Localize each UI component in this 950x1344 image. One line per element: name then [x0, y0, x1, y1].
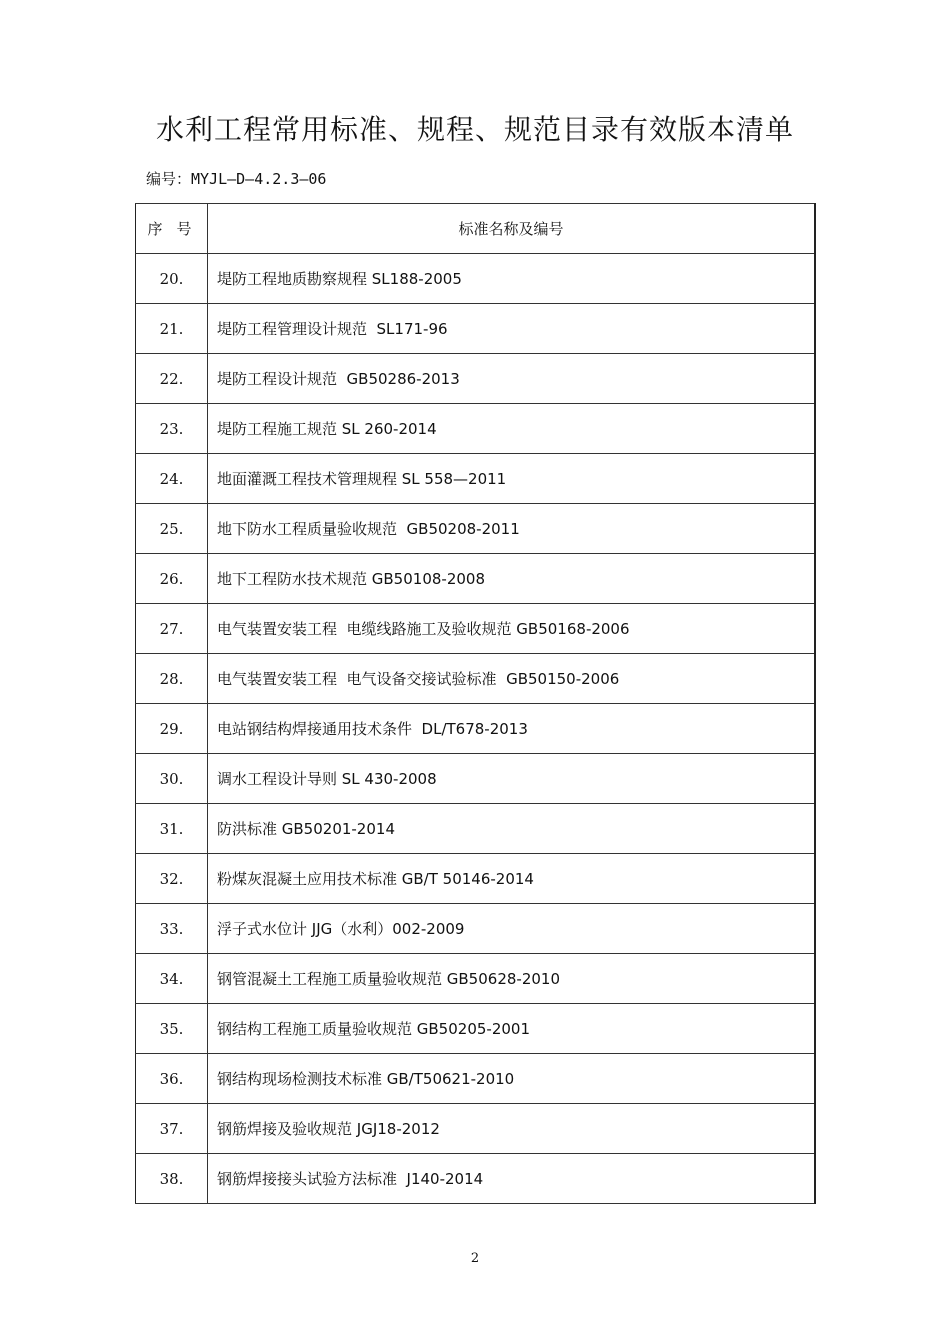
table-row [136, 754, 816, 804]
header-number: 序号 [136, 204, 208, 254]
row-number: 28. [136, 654, 208, 704]
table-row [136, 304, 816, 354]
row-number: 21. [136, 304, 208, 354]
table-row [136, 854, 816, 904]
standard-name: 钢结构工程施工质量验收规范 GB50205-2001 [208, 1004, 816, 1054]
table-row [136, 404, 816, 454]
table-row [136, 654, 816, 704]
standard-name: 粉煤灰混凝土应用技术标准 GB/T 50146-2014 [208, 854, 816, 904]
page-number: 2 [470, 1251, 480, 1266]
table-row [136, 1154, 816, 1204]
standard-name: 电气装置安装工程 电气设备交接试验标准 GB50150-2006 [208, 654, 816, 704]
row-number: 23. [136, 404, 208, 454]
standard-name: 钢结构现场检测技术标准 GB/T50621-2010 [208, 1054, 816, 1104]
row-number: 38. [136, 1154, 208, 1204]
standard-name: 堤防工程设计规范 GB50286-2013 [208, 354, 816, 404]
header-standard-name: 标准名称及编号 [208, 204, 816, 254]
standard-name: 钢筋焊接及验收规范 JGJ18-2012 [208, 1104, 816, 1154]
table-row [136, 954, 816, 1004]
standard-name: 调水工程设计导则 SL 430-2008 [208, 754, 816, 804]
row-number: 33. [136, 904, 208, 954]
row-number: 34. [136, 954, 208, 1004]
standard-name: 防洪标准 GB50201-2014 [208, 804, 816, 854]
standard-name: 电气装置安装工程 电缆线路施工及验收规范 GB50168-2006 [208, 604, 816, 654]
table-row [136, 354, 816, 404]
standard-name: 地下防水工程质量验收规范 GB50208-2011 [208, 504, 816, 554]
standards-table [135, 203, 816, 1204]
table-row [136, 1004, 816, 1054]
row-number: 37. [136, 1104, 208, 1154]
row-number: 32. [136, 854, 208, 904]
table-row [136, 804, 816, 854]
document-code: 编号：MYJL—D—4.2.3—06 [146, 170, 327, 188]
standard-name: 浮子式水位计 JJG（水利）002-2009 [208, 904, 816, 954]
standard-name: 堤防工程地质勘察规程 SL188-2005 [208, 254, 816, 304]
standard-name: 堤防工程施工规范 SL 260-2014 [208, 404, 816, 454]
row-number: 35. [136, 1004, 208, 1054]
row-number: 26. [136, 554, 208, 604]
row-number: 31. [136, 804, 208, 854]
row-number: 24. [136, 454, 208, 504]
table-row [136, 604, 816, 654]
table-row [136, 554, 816, 604]
row-number: 20. [136, 254, 208, 304]
table-row [136, 1054, 816, 1104]
table-row [136, 254, 816, 304]
table-row [136, 454, 816, 504]
row-number: 25. [136, 504, 208, 554]
table-header-row [136, 204, 816, 254]
standard-name: 电站钢结构焊接通用技术条件 DL/T678-2013 [208, 704, 816, 754]
row-number: 22. [136, 354, 208, 404]
table-row [136, 704, 816, 754]
standard-name: 钢管混凝土工程施工质量验收规范 GB50628-2010 [208, 954, 816, 1004]
standard-name: 地面灌溉工程技术管理规程 SL 558—2011 [208, 454, 816, 504]
page-title: 水利工程常用标准、规程、规范目录有效版本清单 [155, 113, 794, 146]
standard-name: 钢筋焊接接头试验方法标准 J140-2014 [208, 1154, 816, 1204]
standard-name: 堤防工程管理设计规范 SL171-96 [208, 304, 816, 354]
table-row [136, 504, 816, 554]
standard-name: 地下工程防水技术规范 GB50108-2008 [208, 554, 816, 604]
row-number: 29. [136, 704, 208, 754]
table-row [136, 1104, 816, 1154]
row-number: 36. [136, 1054, 208, 1104]
row-number: 27. [136, 604, 208, 654]
table-row [136, 904, 816, 954]
row-number: 30. [136, 754, 208, 804]
